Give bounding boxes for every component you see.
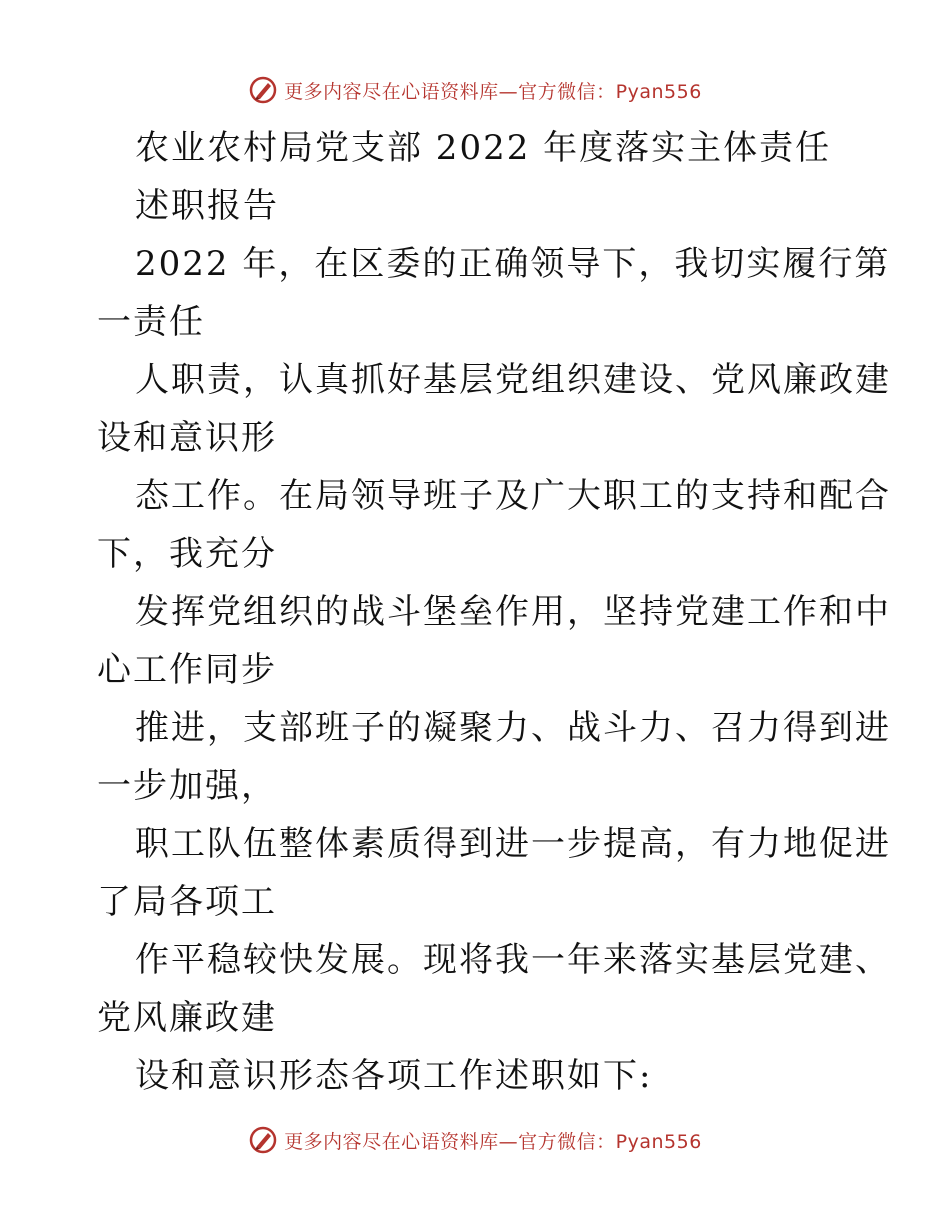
paragraph-line: 职工队伍整体素质得到进一步提高，有力地促进	[135, 824, 891, 864]
paragraph-line: 态工作。在局领导班子及广大职工的支持和配合	[135, 476, 891, 516]
paragraph-line: 党风廉政建	[97, 998, 277, 1038]
paragraph-line: 发挥党组织的战斗堡垒作用，坚持党建工作和中	[135, 592, 891, 632]
paragraph-line: 了局各项工	[97, 882, 277, 922]
pen-logo-icon	[248, 75, 278, 105]
header-watermark-text: 更多内容尽在心语资料库—官方微信：Pyan556	[284, 80, 702, 103]
paragraph-line: 心工作同步	[97, 650, 277, 690]
document-title-line: 农业农村局党支部 2022 年度落实主体责任	[135, 128, 832, 168]
paragraph-line: 设和意识形	[97, 418, 277, 458]
footer-watermark-text: 更多内容尽在心语资料库—官方微信：Pyan556	[284, 1130, 702, 1153]
paragraph-line: 一步加强，	[97, 766, 277, 806]
footer-watermark-banner	[0, 1122, 950, 1158]
pen-logo-icon	[248, 1125, 278, 1155]
paragraph-line: 下，我充分	[97, 534, 277, 574]
paragraph-line: 2022 年，在区委的正确领导下，我切实履行第	[135, 244, 891, 284]
paragraph-line: 推进，支部班子的凝聚力、战斗力、召力得到进	[135, 708, 891, 748]
header-watermark-banner	[0, 72, 950, 108]
paragraph-line: 作平稳较快发展。现将我一年来落实基层党建、	[135, 940, 891, 980]
document-title-line: 述职报告	[135, 186, 279, 226]
paragraph-line: 人职责，认真抓好基层党组织建设、党风廉政建	[135, 360, 891, 400]
paragraph-line: 设和意识形态各项工作述职如下:	[135, 1056, 653, 1096]
paragraph-line: 一责任	[97, 302, 205, 342]
